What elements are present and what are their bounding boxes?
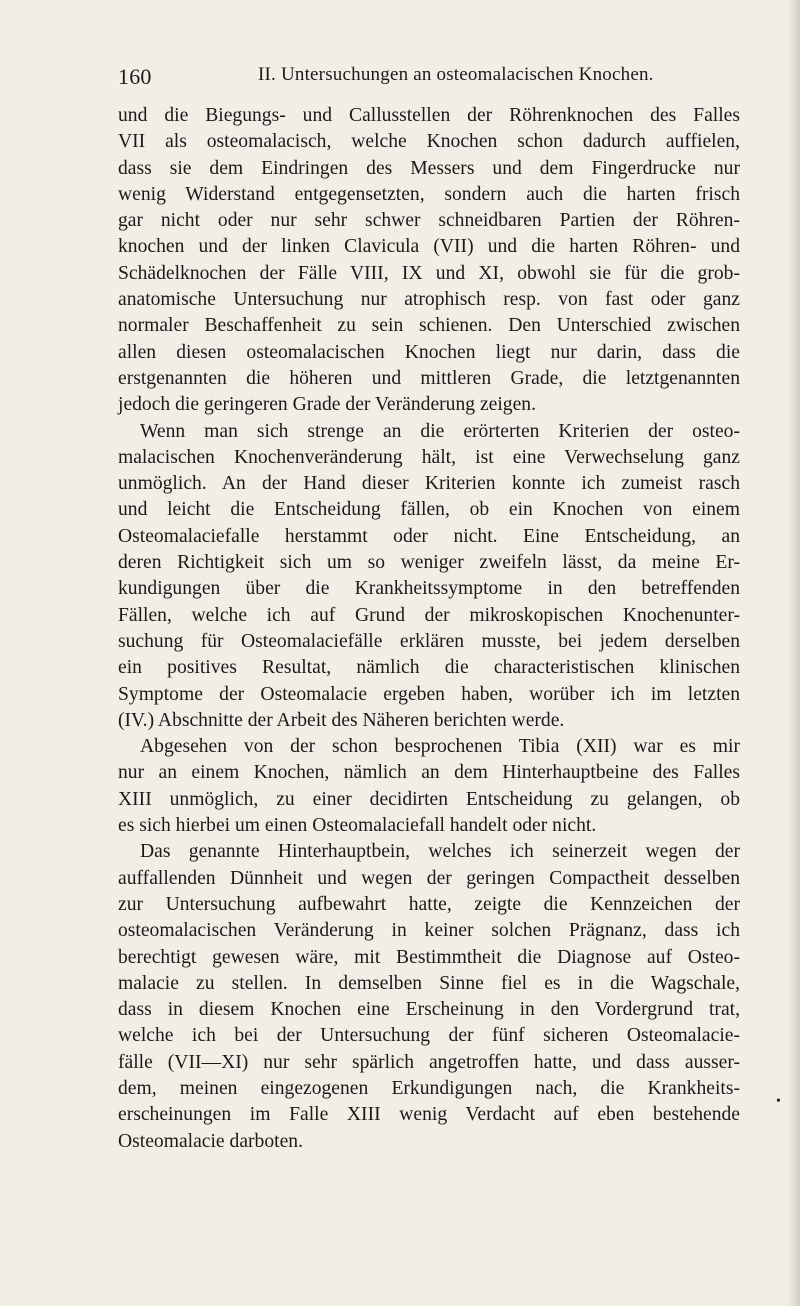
text-line: wenig Widerstand entgegensetzten, sondern auch die harten frisch [118,183,740,205]
text-line: dass in diesem Knochen eine Erscheinung in den Vordergrund trat, [118,999,740,1021]
text-line: Osteomalacie darboten. [118,1130,303,1152]
text-line: berechtigt gewesen wäre, mit Bestimmtheit die Diagnose auf Osteo- [118,946,740,968]
text-line: anatomische Untersuchung nur atrophisch resp. von fast oder ganz [118,289,740,311]
text-line: malacie zu stellen. In demselben Sinne fiel es in die Wagschale, [118,972,740,994]
text-line: fälle (VII—XI) nur sehr spärlich angetroffen hatte, und dass ausser- [118,1051,740,1073]
text-line: suchung für Osteomalaciefälle erklären musste, bei jedem derselben [118,630,740,652]
text-line: Schädelknochen der Fälle VIII, IX und XI, obwohl sie für die grob- [118,262,740,284]
page-edge-shadow [788,0,800,1306]
text-line: Fällen, welche ich auf Grund der mikroskopischen Knochenunter- [118,604,740,626]
text-line: XIII unmöglich, zu einer decidirten Entscheidung zu gelangen, ob [118,788,740,810]
text-line: deren Richtigkeit sich um so weniger zweifeln lässt, da meine Er- [118,552,740,574]
text-line: malacischen Knochenveränderung hält, ist eine Verwechselung ganz [118,446,740,468]
text-line: auffallenden Dünnheit und wegen der geringen Compactheit desselben [118,867,740,889]
text-line: jedoch die geringeren Grade der Veränderung zeigen. [118,394,536,416]
text-line: osteomalacischen Veränderung in keiner solchen Prägnanz, dass ich [118,920,740,942]
text-line: dass sie dem Eindringen des Messers und dem Fingerdrucke nur [118,157,740,179]
text-line: erstgenannten die höheren und mittleren Grade, die letztgenannten [118,367,740,389]
text-line: kundigungen über die Krankheitssymptome in den betreffenden [118,578,740,600]
text-line: zur Untersuchung aufbewahrt hatte, zeigte die Kennzeichen der [118,893,740,915]
text-line: Symptome der Osteomalacie ergeben haben, worüber ich im letzten [118,683,740,705]
text-line: erscheinungen im Falle XIII wenig Verdacht auf eben bestehende [118,1104,740,1126]
text-line: dem, meinen eingezogenen Erkundigungen nach, die Krankheits- [118,1077,740,1099]
text-line: (IV.) Abschnitte der Arbeit des Näheren berichten werde. [118,709,565,731]
text-line: normaler Beschaffenheit zu sein schienen. Den Unterschied zwischen [118,315,740,337]
running-title: II. Untersuchungen an osteomalacischen Knochen. [258,64,654,85]
text-line: Abgesehen von der schon besprochenen Tibia (XII) war es mir [140,736,740,758]
text-line: VII als osteomalacisch, welche Knochen schon dadurch auffielen, [118,131,740,153]
text-line: knochen und der linken Clavicula (VII) und die harten Röhren- und [118,236,740,258]
text-line: ein positives Resultat, nämlich die characteristischen klinischen [118,657,740,679]
text-line: und die Biegungs- und Callusstellen der Röhrenknochen des Falles [118,105,740,126]
text-line: Wenn man sich strenge an die erörterten Kriterien der osteo- [140,420,740,442]
body-text [118,103,740,1155]
page-number: 160 [118,64,152,89]
text-line: welche ich bei der Untersuchung der fünf sicheren Osteomalacie- [118,1025,740,1047]
text-line: nur an einem Knochen, nämlich an dem Hinterhauptbeine des Falles [118,762,740,784]
text-line: Das genannte Hinterhauptbein, welches ich seinerzeit wegen der [140,841,740,863]
text-line: Osteomalaciefalle herstammt oder nicht. Eine Entscheidung, an [118,525,740,547]
text-line: allen diesen osteomalacischen Knochen liegt nur darin, dass die [118,341,740,363]
running-header [118,64,738,94]
text-line: und leicht die Entscheidung fällen, ob ein Knochen von einem [118,499,740,521]
text-line: unmöglich. An der Hand dieser Kriterien konnte ich zumeist rasch [118,473,740,495]
margin-mark: • [776,1094,781,1109]
text-line: es sich hierbei um einen Osteomalaciefall handelt oder nicht. [118,815,597,837]
text-line: gar nicht oder nur sehr schwer schneidbaren Partien der Röhren- [118,210,740,232]
